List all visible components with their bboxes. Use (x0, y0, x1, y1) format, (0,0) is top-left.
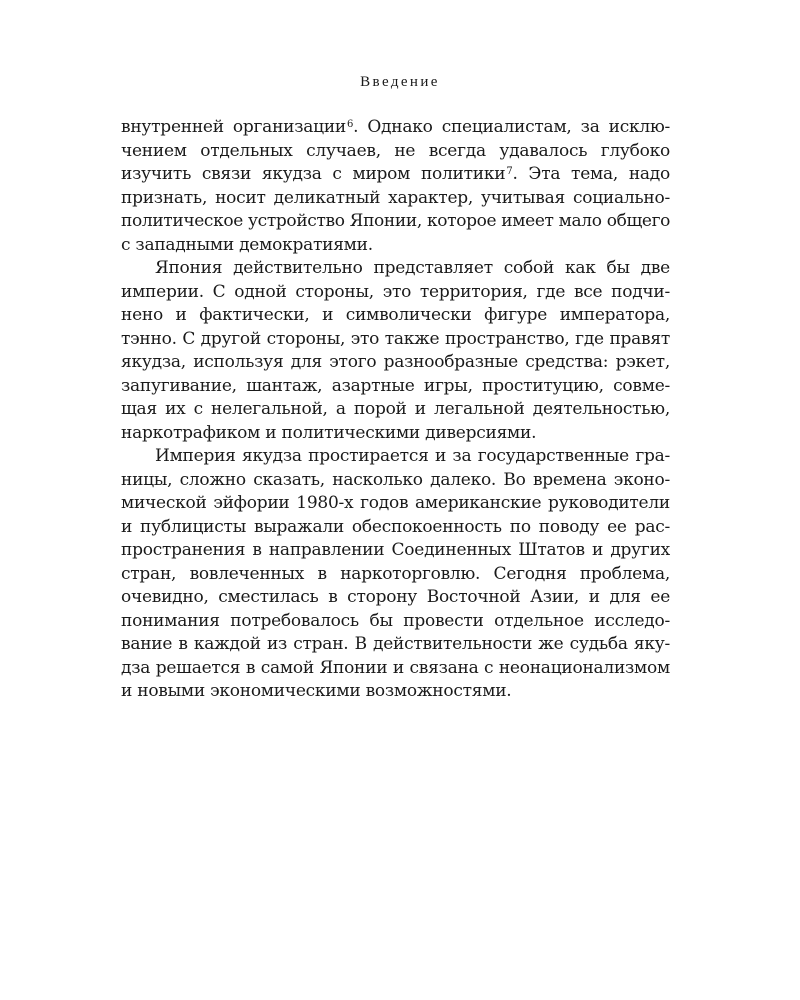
text-line: и публицисты выражали обеспокоенность по поводу ее рас- (121, 516, 670, 537)
text-line: пространения в направлении Соединенных Штатов и других (121, 540, 670, 560)
text-line: с западными демократиями. (121, 234, 373, 255)
text-line: и новыми экономическими возможностями. (121, 681, 512, 701)
text-line: признать, носит деликатный характер, учитывая социально- (121, 187, 670, 208)
paragraph-1 (121, 116, 670, 257)
text-line: нено и фактически, и символически фигуре императора, (121, 305, 670, 325)
running-header-title: Введение (360, 74, 440, 90)
text-line: ницы, сложно сказать, насколько далеко. Во времена эконо- (121, 469, 670, 490)
text-line: дза решается в самой Японии и связана с неонационализмом (121, 657, 670, 678)
text-line: запугивание, шантаж, азартные игры, проституцию, совме- (121, 375, 670, 396)
body-text (121, 116, 670, 704)
text-line: империи. С одной стороны, это территория, где все подчи- (121, 281, 670, 302)
text-line: стран, вовлеченных в наркоторговлю. Сегодня проблема, (121, 563, 670, 584)
text-line: Империя якудза простирается и за государственные гра- (155, 446, 670, 466)
text-line: очевидно, сместилась в сторону Восточной Азии, и для ее (121, 587, 670, 607)
footnote-marker: 7 (506, 166, 513, 177)
text-line: политическое устройство Японии, которое имеет мало общего (121, 211, 671, 231)
paragraph-3 (121, 445, 670, 704)
text-line: щая их с нелегальной, а порой и легальной деятельностью, (121, 399, 670, 419)
text-line: тэнно. С другой стороны, это также пространство, где правят (121, 328, 670, 349)
text-line: Япония действительно представляет собой как бы две (155, 258, 670, 278)
text-line: мической эйфории 1980-х годов американские руководители (121, 493, 670, 513)
paragraph-2 (121, 257, 670, 445)
footnote-marker: 6 (346, 119, 354, 130)
text-line: изучить связи якудза с миром политики$^7$. Эта тема, надо (121, 164, 670, 184)
text-line: понимания потребовалось бы провести отдельное исследо- (121, 610, 670, 631)
text-line: чением отдельных случаев, не всегда удавалось глубоко (121, 140, 670, 161)
text-line: якудза, используя для этого разнообразные средства: рэкет, (121, 352, 670, 372)
text-line: внутренней организации$^6$. Однако специалистам, за исклю- (121, 117, 671, 137)
text-line: наркотрафиком и политическими диверсиями. (121, 422, 537, 443)
text-line: вание в каждой из стран. В действительности же судьба яку- (121, 634, 670, 654)
